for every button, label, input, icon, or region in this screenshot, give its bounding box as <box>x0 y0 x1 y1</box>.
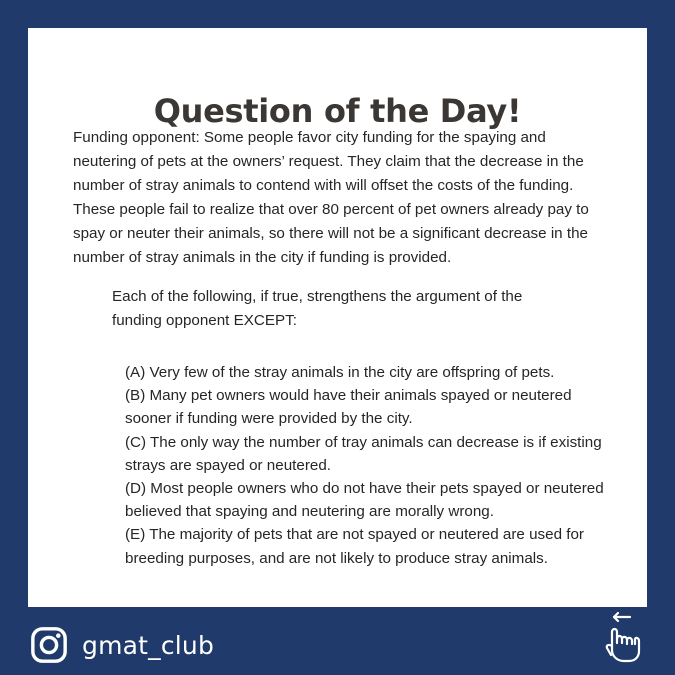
answer-option-e: (E) The majority of pets that are not spayed or neutered are used for breeding purposes, and are not likely to produce stray animals. <box>125 526 584 567</box>
answer-option-a: (A) Very few of the stray animals in the city are offspring of pets. <box>125 364 555 381</box>
instagram-icon <box>30 626 68 664</box>
instagram-handle: gmat_club <box>82 630 215 660</box>
swipe-hand-icon <box>598 608 646 664</box>
answer-option-d: (D) Most people owners who do not have their pets spayed or neutered believed that spaying and neutering are morally wrong. <box>125 480 604 521</box>
page-title: Question of the Day! <box>153 92 522 130</box>
argument-passage: Funding opponent: Some people favor city funding for the spaying and neutering of pets at the owners’ request. They claim that the decrease in the number of stray animals to contend with will offset the costs of the funding. These people fail to realize that over 80 percent of pet owners already pay to spay or neuter their animals, so there will not be a significant decrease in the number of stray animals in the city if funding is provided. <box>73 129 589 266</box>
answer-option-b: (B) Many pet owners would have their animals spayed or neutered sooner if funding were provided by the city. <box>125 387 572 428</box>
answer-option-c: (C) The only way the number of tray animals can decrease is if existing strays are spayed or neutered. <box>125 433 602 474</box>
answer-options <box>125 361 615 570</box>
instagram-handle-link[interactable] <box>30 626 214 664</box>
question-card <box>28 28 647 607</box>
question-stem: Each of the following, if true, strengthens the argument of the funding opponent EXCEPT: <box>112 288 523 329</box>
